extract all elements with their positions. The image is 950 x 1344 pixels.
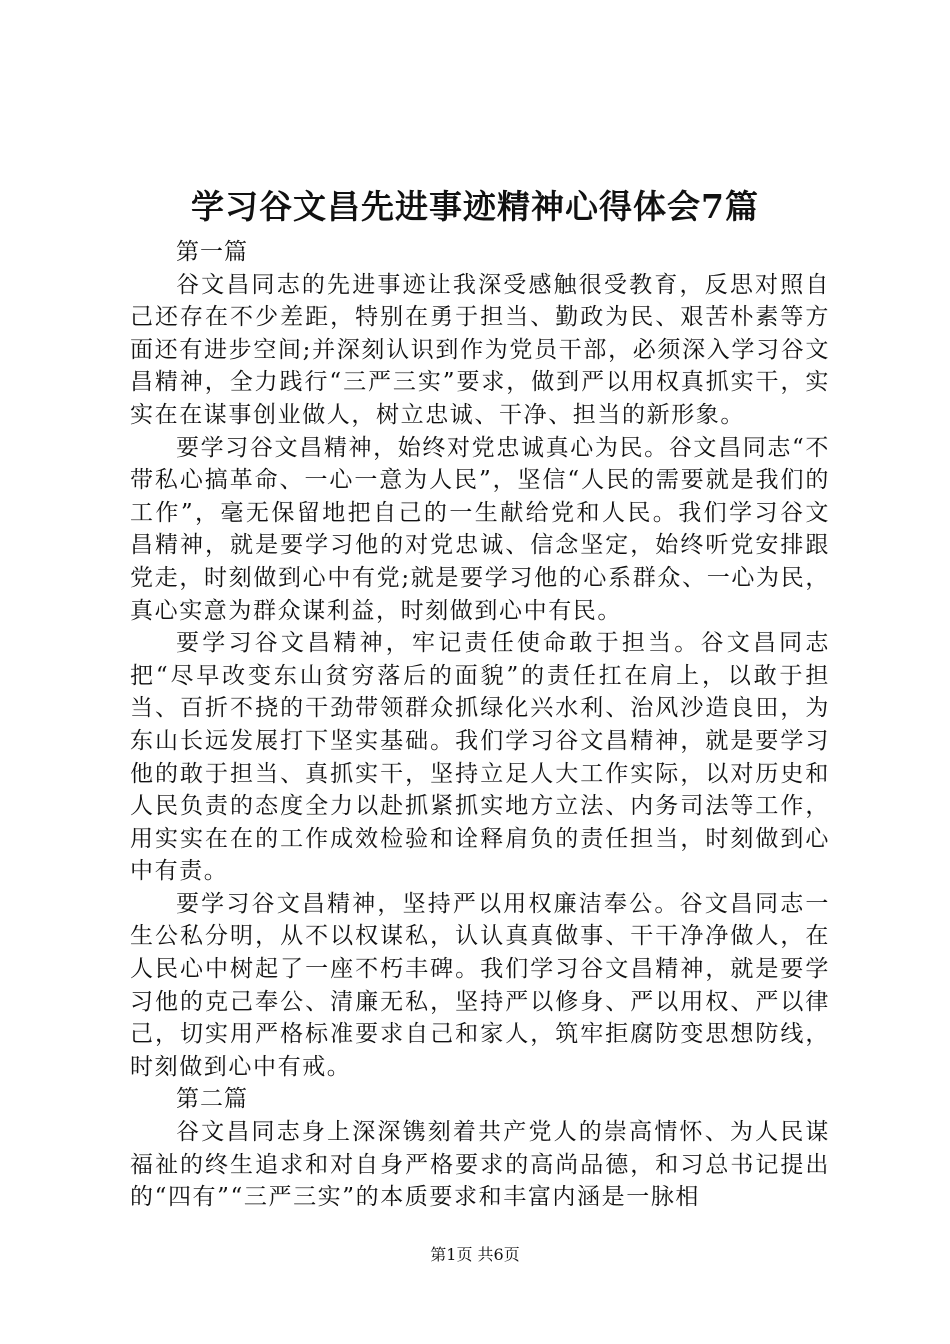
- section-heading: 第一篇: [176, 239, 248, 265]
- paragraph: 要学习谷文昌精神，始终对党忠诚真心为民。谷文昌同志“不带私心搞革命、一心一意为人民”，坚信“人民的需要就是我们的工作”，毫无保留地把自己的一生献给党和人民。我们学习谷文昌精神，就是要学习他的对党忠诚、信念坚定，始终听党安排跟党走，时刻做到心中有党;就是要学习他的心系群众、一心为民，真心实意为群众谋利益，时刻做到心中有民。: [130, 434, 830, 624]
- document-title: 学习谷文昌先进事迹精神心得体会7篇: [191, 187, 759, 226]
- paragraph: 谷文昌同志身上深深镌刻着共产党人的崇高情怀、为人民谋福祉的终生追求和对自身严格要求的高尚品德，和习总书记提出的“四有”“三严三实”的本质要求和丰富内涵是一脉相: [130, 1119, 830, 1211]
- document-body: [130, 236, 830, 1214]
- paragraph: 要学习谷文昌精神，牢记责任使命敢于担当。谷文昌同志把“尽早改变东山贫穷落后的面貌”的责任扛在肩上，以敢于担当、百折不挠的干劲带领群众抓绿化兴水利、治风沙造良田，为东山长远发展打下坚实基础。我们学习谷文昌精神，就是要学习他的敢于担当、真抓实干，坚持立足人大工作实际，以对历史和人民负责的态度全力以赴抓紧抓实地方立法、内务司法等工作，用实实在在的工作成效检验和诠释肩负的责任担当，时刻做到心中有责。: [130, 630, 830, 885]
- paragraph: 谷文昌同志的先进事迹让我深受感触很受教育，反思对照自己还存在不少差距，特别在勇于担当、勤政为民、艰苦朴素等方面还有进步空间;并深刻认识到作为党员干部，必须深入学习谷文昌精神，全力践行“三严三实”要求，做到严以用权真抓实干，实实在在谋事创业做人，树立忠诚、干净、担当的新形象。: [130, 271, 830, 428]
- paragraph: 要学习谷文昌精神，坚持严以用权廉洁奉公。谷文昌同志一生公私分明，从不以权谋私，认认真真做事、干干净净做人，在人民心中树起了一座不朽丰碑。我们学习谷文昌精神，就是要学习他的克己奉公、清廉无私，坚持严以修身、严以用权、严以律己，切实用严格标准要求自己和家人，筑牢拒腐防变思想防线，时刻做到心中有戒。: [130, 890, 830, 1080]
- page-footer: 第1页 共6页: [430, 1245, 520, 1264]
- section-heading: 第二篇: [176, 1086, 248, 1113]
